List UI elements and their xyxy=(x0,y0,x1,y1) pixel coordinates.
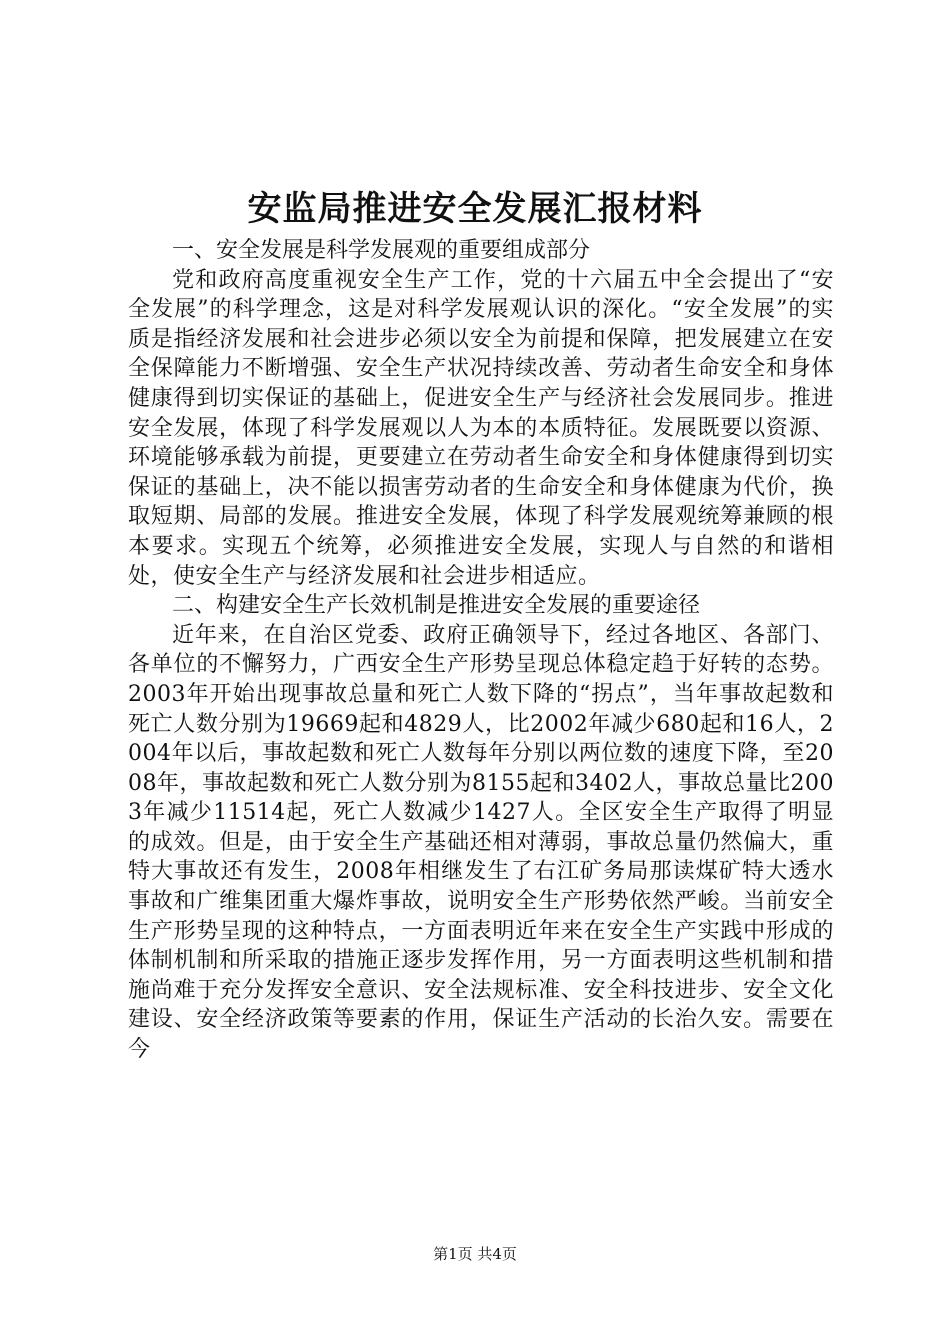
paragraph-1: 党和政府高度重视安全生产工作，党的十六届五中全会提出了“安全发展”的科学理念，这是对科学发展观认识的深化。“安全发展”的实质是指经济发展和社会进步必须以安全为前提和保障，把发展建立在安全保障能力不断增强、安全生产状况持续改善、劳动者生命安全和身体健康得到切实保证的基础上，促进安全生产与经济社会发展同步。推进安全发展，体现了科学发展观以人为本的本质特征。发展既要以资源、环境能够承载为前提，更要建立在劳动者生命安全和身体健康得到切实保证的基础上，决不能以损害劳动者的生命安全和身体健康为代价，换取短期、局部的发展。推进安全发展，体现了科学发展观统筹兼顾的根本要求。实现五个统筹，必须推进安全发展，实现人与自然的和谐相处，使安全生产与经济发展和社会进步相适应。 xyxy=(128,267,834,589)
paragraph-2: 近年来，在自治区党委、政府正确领导下，经过各地区、各部门、各单位的不懈努力，广西安全生产形势呈现总体稳定趋于好转的态势。2003年开始出现事故总量和死亡人数下降的“拐点”，当年事故起数和死亡人数分别为19669起和4829人，比2002年减少680起和16人，2004年以后，事故起数和死亡人数每年分别以两位数的速度下降，至2008年，事故起数和死亡人数分别为8155起和3402人，事故总量比2003年减少11514起，死亡人数减少1427人。全区安全生产取得了明显的成效。但是，由于安全生产基础还相对薄弱，事故总量仍然偏大，重特大事故还有发生，2008年相继发生了右江矿务局那读煤矿特大透水事故和广维集团重大爆炸事故，说明安全生产形势依然严峻。当前安全生产形势呈现的这种特点，一方面表明近年来在安全生产实践中形成的体制机制和所采取的措施正逐步发挥作用，另一方面表明这些机制和措施尚难于充分发挥安全意识、安全法规标准、安全科技进步、安全文化建设、安全经济政策等要素的作用，保证生产活动的长治久安。需要在今 xyxy=(128,622,834,1063)
section-heading-2: 二、构建安全生产长效机制是推进安全发展的重要途径 xyxy=(172,593,701,619)
page-number-footer: 第1页 共4页 xyxy=(433,1245,517,1263)
section-heading-1: 一、安全发展是科学发展观的重要组成部分 xyxy=(172,238,591,263)
document-title: 安监局推进安全发展汇报材料 xyxy=(247,189,703,229)
document-body xyxy=(128,236,834,1065)
